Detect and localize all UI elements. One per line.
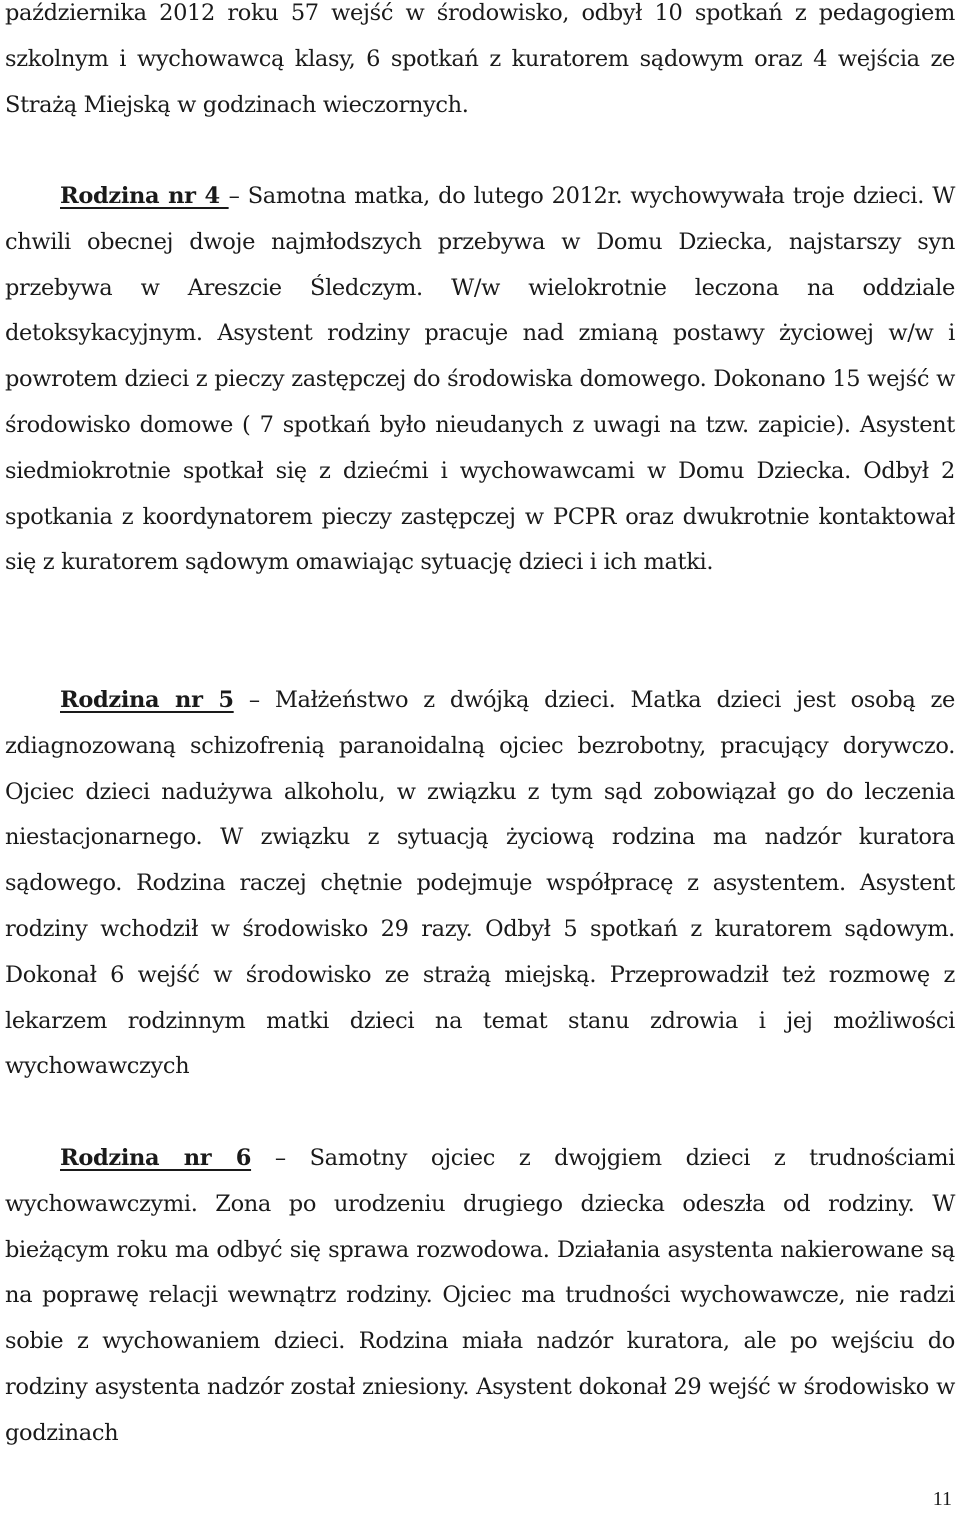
paragraph-text: – Samotny ojciec z dwojgiem dzieci z trudnościami wychowawczymi. Zona po urodzeniu drugiego dziecka odeszła od rodziny. W bieżącym roku ma odbyć się sprawa rozwodowa. Działania asystenta nakierowane są na poprawę relacji wewnątrz rodziny. Ojciec ma trudności wychowawcze, nie radzi sobie z wychowaniem dzieci. Rodzina miała nadzór kuratora, ale po wejściu do rodziny asystenta nadzór został zniesiony. Asystent dokonał 29 wejść w środowisko w godzinach (5, 1145, 955, 1446)
paragraph-text: października 2012 roku 57 wejść w środowisko, odbył 10 spotkań z pedagogiem szkolnym i wychowawcą klasy, 6 spotkań z kuratorem sądowym oraz 4 wejścia ze Strażą Miejską w godzinach wieczornych. (5, 0, 955, 118)
paragraph-family-4 (5, 174, 955, 586)
paragraph-text: – Małżeństwo z dwójką dzieci. Matka dzieci jest osobą ze zdiagnozowaną schizofrenią paranoidalną ojciec bezrobotny, pracujący dorywczo. Ojciec dzieci nadużywa alkoholu, w związku z tym sąd zobowiązał go do leczenia niestacjonarnego. W związku z sytuacją życiową rodzina ma nadzór kuratora sądowego. Rodzina raczej chętnie podejmuje współpracę z asystentem. Asystent rodziny wchodził w środowisko 29 razy. Odbył 5 spotkań z kuratorem sądowym. Dokonał 6 wejść w środowisko ze strażą miejską. Przeprowadził też rozmowę z lekarzem rodzinnym matki dzieci na temat stanu zdrowia i jej możliwości wychowawczych (5, 687, 955, 1080)
family-label: Rodzina nr 4 (60, 183, 229, 209)
paragraph-continuation (5, 0, 955, 128)
family-label: Rodzina nr 5 (60, 687, 234, 713)
paragraph-family-6 (5, 1136, 955, 1457)
paragraph-family-5 (5, 678, 955, 1090)
page-number: 11 (932, 1488, 952, 1510)
paragraph-text: – Samotna matka, do lutego 2012r. wychowywała troje dzieci. W chwili obecnej dwoje najmłodszych przebywa w Domu Dziecka, najstarszy syn przebywa w Areszcie Śledczym. W/w wielokrotnie leczona na oddziale detoksykacyjnym. Asystent rodziny pracuje nad zmianą postawy życiowej w/w i powrotem dzieci z pieczy zastępczej do środowiska domowego. Dokonano 15 wejść w środowisko domowe ( 7 spotkań było nieudanych z uwagi na tzw. zapicie). Asystent siedmiokrotnie spotkał się z dziećmi i wychowawcami w Domu Dziecka. Odbył 2 spotkania z koordynatorem pieczy zastępczej w PCPR oraz dwukrotnie kontaktował się z kuratorem sądowym omawiając sytuację dzieci i ich matki. (5, 183, 955, 576)
family-label: Rodzina nr 6 (60, 1145, 252, 1171)
